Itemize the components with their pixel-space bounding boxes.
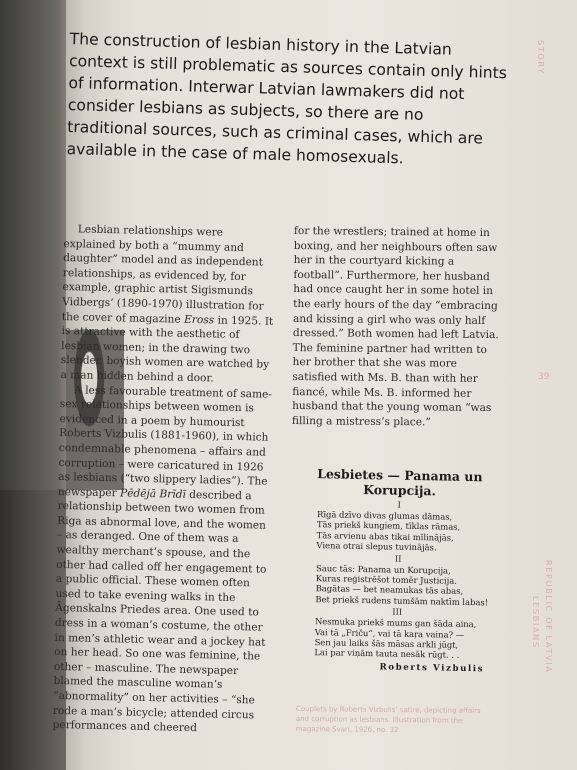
stanza-number-3: III <box>392 606 403 618</box>
stanza-2 <box>309 562 489 608</box>
stanza-3 <box>308 616 485 661</box>
poem-title <box>311 466 488 499</box>
poem-title-line-2: Korupcija. <box>363 481 437 499</box>
side-label-lesbians: LESBIANS <box>531 596 541 649</box>
stanza-number-2: II <box>394 553 402 564</box>
side-label-republic: REPUBLIC OF LATVIA <box>544 560 554 674</box>
newspaper-pedeja-bridi: Pēdējā Brīdī <box>119 487 187 501</box>
poem-line: Nesmuka priekš mums gan šāda aina, <box>314 616 477 630</box>
poem-line: Kuras reģistrēšot tomēr Justicija. <box>315 573 458 586</box>
poem-line: Sen jau laiks šās māsas arkli jūgt, <box>314 637 459 650</box>
left-p1-text-a: Lesbian relationships were explained by both a “mummy and daughter” model and as independent relationships, as evidenced by, for example, graphic artist Sigismunds Vidbergs’ (1890-1970) illustration for the cover of magazine <box>61 223 264 326</box>
figure-caption: Couplets by Roberts Vizbulis’ satire, depicting affairs and corruption as lesbians. Illustration from the magazine Svari, 1926, no. 32 <box>295 704 481 735</box>
lead-paragraph: The construction of lesbian history in the Latvian context is still problematic as sources contain only hints of information. Interwar Latvian lawmakers did not consider lesbians as subjects, so there are no traditional sources, such as criminal cases, which are available in the case of male homosexuals. <box>66 29 508 168</box>
right-column <box>292 224 506 431</box>
poem-title-line-1: Lesbietes — Panama un <box>317 466 483 485</box>
poem-illustration <box>308 466 488 674</box>
poem-line: Viena otrai slepus tuvinājās. <box>316 540 437 553</box>
poem-line: Bet priekš rudens tumšām naktīm labas! <box>315 593 489 608</box>
side-label-story: STORY <box>536 40 546 75</box>
magazine-eross: Eross <box>183 313 215 326</box>
stanza-number-1: I <box>397 499 402 510</box>
left-paragraph-2 <box>52 382 272 737</box>
poem-author: Roberts Vizbulis <box>379 662 485 675</box>
poem-line: Lai par viņām tauta nesāk rūgt. . . <box>314 647 460 661</box>
poem-line: Bagātas — bet neamukas tās abas, <box>315 583 464 597</box>
left-column <box>52 222 276 737</box>
poem-line: Tās priekš kungiem, tīklas rāmas, <box>316 519 461 533</box>
page-number: 39 <box>538 372 550 382</box>
left-p1-text-b: in 1925. It is attractive with the aesthetic of lesbian women; in the drawing two slender, boyish women are watched by a man hidden behind a door. <box>60 313 274 385</box>
right-paragraph: for the wrestlers; trained at home in boxing, and her neighbours often saw her in the courtyard kicking a football”. Furthermore, her husband had once caught her in some hotel in the early hours of the day “embracing and kissing a girl who was only half dressed.” Both women had left Latvia. The feminine partner had written to her brother that she was more satisfied with Ms. B. than with her fiancé, while Ms. B. informed her husband that the young woman “was filling a mistress’s place.” <box>291 224 499 429</box>
poem-line: Rīgā dzīvo divas glumas dāmas, <box>316 509 453 522</box>
stanza-1 <box>310 509 487 554</box>
poem-line: Vai tā „Friču“, vai tā kaŗa vaina? — <box>314 626 465 640</box>
poem-line: Sauc tās: Panama un Korupcija, <box>315 562 451 576</box>
left-p2-text-b: described a relationship between two women from Riga as abnormal love, and the women – as deranged. One of them was a wealthy merchant’s spouse, and the other had called off her engagement to a public official. These women often used to take evening walks in the Āgenskalns Priedes area. One used to dress in a woman’s costume, the other in men’s athletic wear and a jockey hat on her head. So one was feminine, the other – masculine. The newspaper blamed the masculine woman’s “abnormality” on her activities – “she rode a man’s bicycle; attended circus performances and cheered <box>52 488 267 735</box>
left-paragraph-1 <box>60 222 276 387</box>
left-p2-text-a: A less favourable treatment of same-sex relationships between women is evidenced in a poem by humourist Roberts Vizbulis (1881-1960), in which condemnable phenomena – affairs and corruption – were caricatured in 1926 as lesbians (“two slippery ladies”). The newspaper <box>57 383 273 500</box>
poem-line: Tās arvienu abas tikai mīlinājās, <box>316 529 454 543</box>
